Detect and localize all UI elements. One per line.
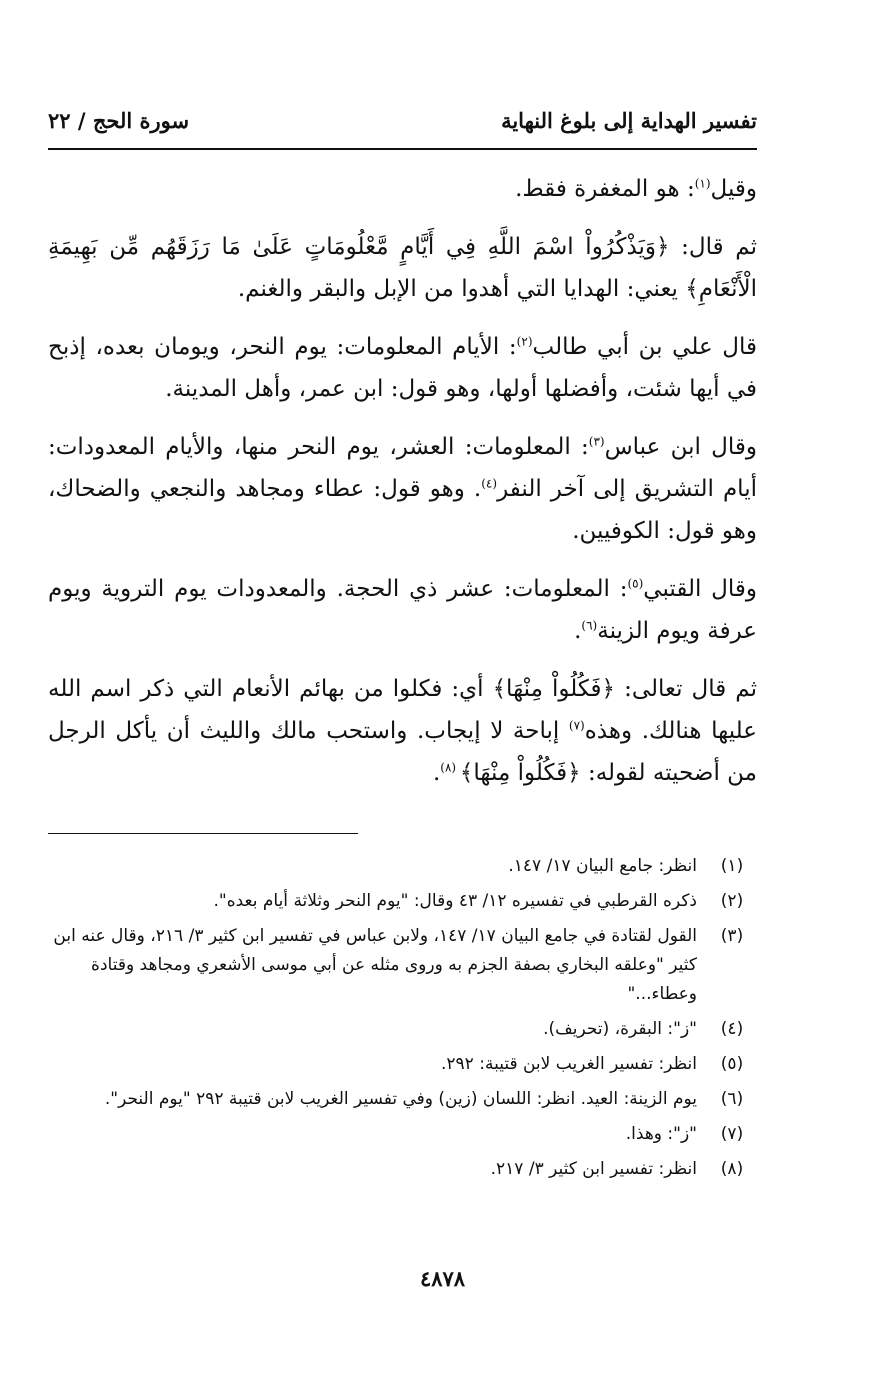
- quran-verse: ﴿فَكُلُواْ مِنْهَا﴾: [492, 676, 616, 702]
- footnote-number: (٨): [720, 1159, 744, 1179]
- footnote-number: (٤): [720, 1019, 744, 1039]
- footnote-item: [48, 1085, 757, 1114]
- footnote-ref-8: (٨): [440, 760, 460, 775]
- footnote-item: [48, 1120, 757, 1149]
- footnote-text: القول لقتادة في جامع البيان ١٧/ ١٤٧، ولابن عباس في تفسير ابن كثير ٣/ ٢١٦، وقال عنه ابن كثير "وعلقه البخاري بصفة الجزم به وروى مثله عن أبي موسى الأشعري ومجاهد وقتادة وعطاء...": [53, 926, 697, 1004]
- footnote-item: [48, 887, 757, 916]
- footnote-ref-5: (٥): [627, 576, 644, 591]
- footnote-item: [48, 922, 757, 1009]
- footnote-ref-4: (٤): [481, 476, 498, 491]
- footnote-number: (٢): [720, 891, 744, 911]
- footnote-number: (٣): [720, 926, 744, 946]
- footnote-number: (٦): [720, 1089, 744, 1109]
- footnote-item: [48, 852, 757, 881]
- footnote-text: "ز": وهذا.: [625, 1124, 697, 1144]
- running-header: [48, 108, 757, 144]
- quran-verse: ﴿وَيَذْكُرُواْ اسْمَ اللَّهِ فِي أَيَّامٍ مَّعْلُومَاتٍ عَلَىٰ مَا رَزَقَهُم مِّن بَهِيمَةِ الْأَنْعَامِ﴾: [48, 234, 757, 302]
- book-title: تفسير الهداية إلى بلوغ النهاية: [501, 108, 757, 133]
- footnote-text: انظر: تفسير الغريب لابن قتيبة: ٢٩٢.: [441, 1054, 697, 1074]
- footnote-number: (٥): [720, 1054, 744, 1074]
- paragraph-6: ثم قال تعالى: ﴿فَكُلُواْ مِنْهَا﴾ أي: فكلوا من بهائم الأنعام التي ذكر اسم الله عليها هنالك. وهذه$^{(٧)}$ إباحة لا إيجاب. واستحب مالك والليث أن يأكل الرجل من أضحيته لقوله: ﴿فَكُلُواْ مِنْهَا﴾ $^{(٨)}$.: [48, 676, 757, 786]
- footnote-ref-2: (٢): [516, 334, 533, 349]
- paragraph-4: وقال ابن عباس$^{(٣)}$: المعلومات: العشر، يوم النحر منها، والأيام المعدودات: أيام التشريق إلى آخر النفر$^{(٤)}$. وهو قول: عطاء ومجاهد والنجعي والضحاك، وهو قول: الكوفيين.: [48, 434, 757, 544]
- footnote-text: انظر: تفسير ابن كثير ٣/ ٢١٧.: [490, 1159, 697, 1179]
- footnote-number: (١): [720, 856, 744, 876]
- footnote-ref-3: (٣): [588, 434, 605, 449]
- footnote-ref-1: (١): [694, 176, 711, 191]
- footnote-item: [48, 1015, 757, 1044]
- surah-label: سورة الحج / ٢٢: [48, 108, 190, 133]
- footnote-text: انظر: جامع البيان ١٧/ ١٤٧.: [508, 856, 697, 876]
- quran-verse: ﴿فَكُلُواْ مِنْهَا﴾: [459, 760, 581, 786]
- footnote-item: [48, 1050, 757, 1079]
- header-divider: [48, 148, 757, 150]
- footnote-text: يوم الزينة: العيد. انظر: اللسان (زين) وفي تفسير الغريب لابن قتيبة ٢٩٢ "يوم النحر".: [104, 1089, 697, 1109]
- paragraph-5: وقال القتبي$^{(٥)}$: المعلومات: عشر ذي الحجة. والمعدودات يوم التروية ويوم عرفة ويوم الزينة$^{(٦)}$.: [48, 576, 758, 644]
- paragraph-2: ثم قال: ﴿وَيَذْكُرُواْ اسْمَ اللَّهِ فِي أَيَّامٍ مَّعْلُومَاتٍ عَلَىٰ مَا رَزَقَهُم مِّن بَهِيمَةِ الْأَنْعَامِ﴾ يعني: الهدايا التي أهدوا من الإبل والبقر والغنم.: [48, 234, 757, 302]
- paragraph-1: وقيل$^{(١)}$: هو المغفرة فقط.: [515, 176, 757, 202]
- footnote-text: ذكره القرطبي في تفسيره ١٢/ ٤٣ وقال: "يوم النحر وثلاثة أيام بعده".: [213, 891, 697, 911]
- footnote-ref-7: (٧): [568, 718, 585, 733]
- paragraph-3: قال علي بن أبي طالب$^{(٢)}$: الأيام المعلومات: يوم النحر، ويومان بعده، إذبح في أيها شئت، وأفضلها أولها، وهو قول: ابن عمر، وأهل المدينة.: [48, 334, 758, 402]
- footnote-divider: [48, 833, 358, 834]
- footnote-text: "ز": البقرة، (تحريف).: [543, 1019, 697, 1039]
- main-text: [48, 168, 757, 810]
- footnote-item: [48, 1155, 757, 1184]
- footnote-ref-6: (٦): [581, 618, 598, 633]
- footnote-number: (٧): [720, 1124, 744, 1144]
- page-number: ٤٨٧٨: [419, 1266, 466, 1291]
- footnotes: [48, 852, 757, 1190]
